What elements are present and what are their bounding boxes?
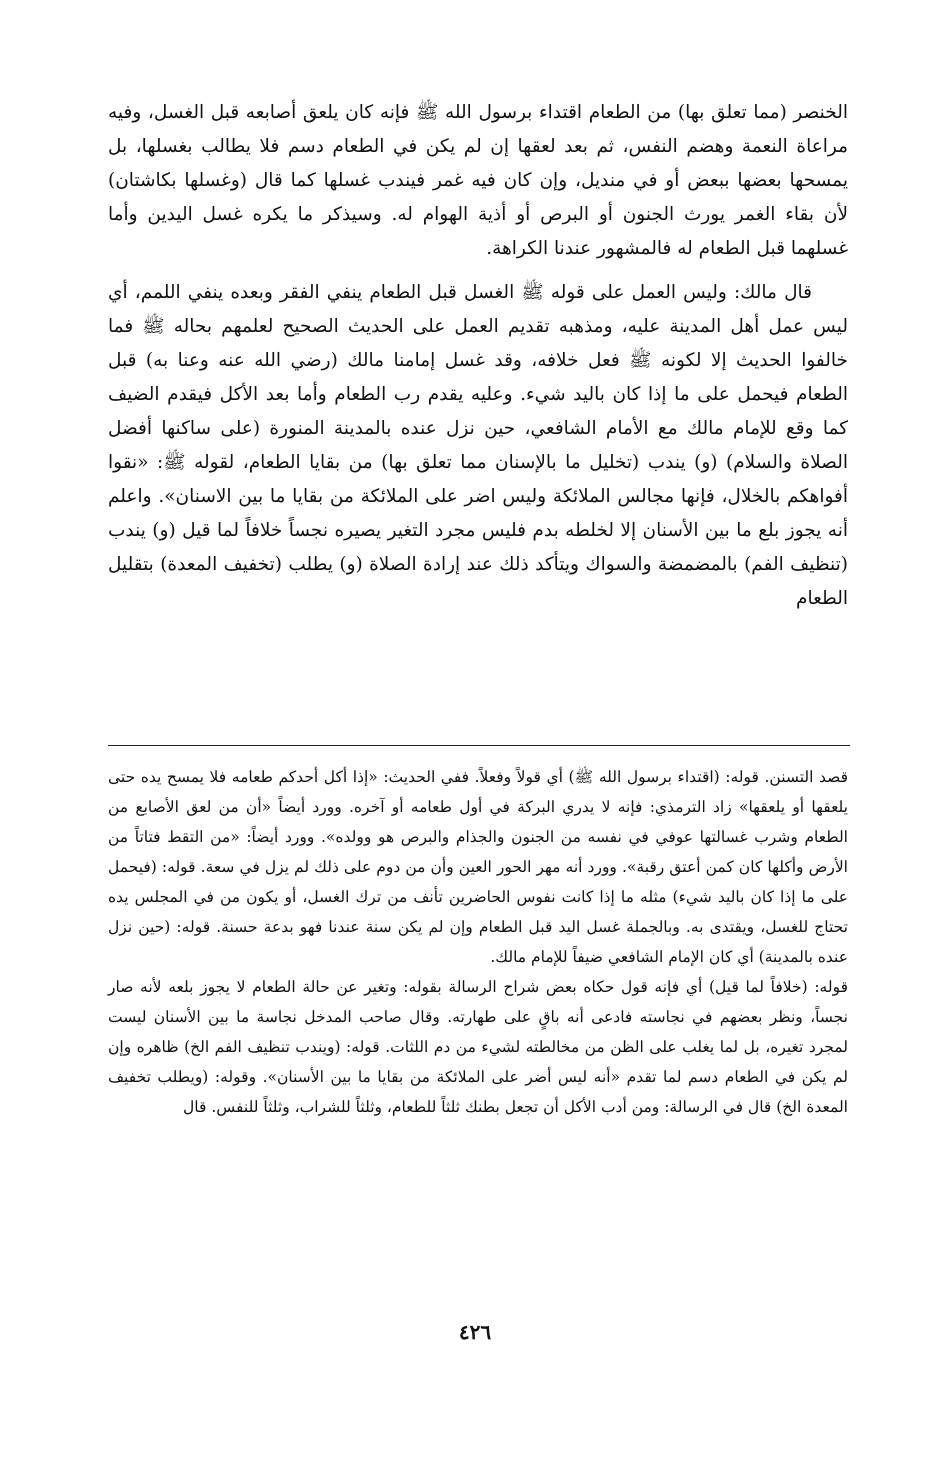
footnote-paragraph: قوله: (خلافاً لما قيل) أي فإنه قول حكاه بعض شراح الرسالة بقوله: وتغير عن حالة الطعام لا يجوز بلعه لأنه صار نجساً، ونظر بعضهم في نجاسته فادعى أنه باقٍ على طهارته. وقال صاحب المدخل نجاسة ما بين الأسنان ليست لمجرد تغيره، بل لما يغلب على الظن من مخالطته لشيء من دم اللثات. قوله: (ويندب تنظيف الفم الخ) ظاهره وإن لم يكن في الطعام دسم لما تقدم «أنه ليس أضر على الملائكة من بقايا ما بين الأسنان». وقوله: (ويطلب تخفيف المعدة الخ) قال في الرسالة: ومن أدب الأكل أن تجعل بطنك ثلثاً للطعام، وثلثاً للشراب، وثلثاً للنفس. قال xyxy=(108,978,848,1116)
footnotes-body xyxy=(108,762,848,1122)
footnote-divider xyxy=(108,745,850,746)
footnote-paragraph: قصد التسنن. قوله: (اقتداء برسول الله ﷺ) أي قولاً وفعلاً. ففي الحديث: «إذا أكل أحدكم طعامه فلا يمسح يده حتى يلعقها أو يلعقها» زاد الترمذي: فإنه لا يدري البركة في أول طعامه أو آخره. وورد أيضاً «أن من لعق الأصابع من الطعام وشرب غسالتها عوفي في نفسه من الجنون والجذام والبرص هو وولده». وورد أيضاً: «من التقط فتاتاً من الأرض وأكلها كان كمن أعتق رقبة». وورد أنه مهر الحور العين وأن من دوم على ذلك لم يزل في سعة. قوله: (فيحمل على ما إذا كان باليد شيء) مثله ما إذا كانت نفوس الحاضرين تأنف من ترك الغسل، أو يكون من في المجلس يده تحتاج للغسل، ويقتدى به. وبالجملة غسل اليد قبل الطعام وإن لم يكن سنة عندنا فهو بدعة حسنة. قوله: (حين نزل عنده بالمدينة) أي كان الإمام الشافعي ضيفاً للإمام مالك. xyxy=(108,768,848,966)
page-number: ٤٢٦ xyxy=(458,1320,492,1344)
main-paragraph: قال مالك: وليس العمل على قوله ﷺ الغسل قبل الطعام ينفي الفقر وبعده ينفي اللمم، أي ليس عمل أهل المدينة عليه، ومذهبه تقديم العمل على الحديث الصحيح لعلمهم بحاله ﷺ فما خالفوا الحديث إلا لكونه ﷺ فعل خلافه، وقد غسل إمامنا مالك (رضي الله عنه وعنا به) قبل الطعام فيحمل على ما إذا كان باليد شيء. وعليه يقدم رب الطعام وأما بعد الأكل فيقدم الضيف كما وقع للإمام مالك مع الأمام الشافعي، حين نزل عنده بالمدينة المنورة (على ساكنها أفضل الصلاة والسلام) (و) يندب (تخليل ما بالإسنان مما تعلق بها) من بقايا الطعام، لقوله ﷺ: «نقوا أفواهكم بالخلال، فإنها مجالس الملائكة وليس اضر على الملائكة من بقايا ما بين الاسنان». واعلم أنه يجوز بلع ما بين الأسنان إلا لخلطه بدم فليس مجرد التغير يصيره نجساً خلافاً لما قيل (و) يندب (تنظيف الفم) بالمضمضة والسواك ويتأكد ذلك عند إرادة الصلاة (و) يطلب (تخفيف المعدة) بتقليل الطعام xyxy=(108,282,848,609)
main-text-body xyxy=(108,96,848,616)
main-paragraph: الخنصر (مما تعلق بها) من الطعام اقتداء برسول الله ﷺ فإنه كان يلعق أصابعه قبل الغسل، وفيه مراعاة النعمة وهضم النفس، ثم بعد لعقها إن لم يكن في الطعام دسم فلا يطالب بغسلها، بل يمسحها بعضها ببعض أو في منديل، وإن كان فيه غمر فيندب غسلها كما قال (وغسلها بكاشتان) لأن بقاء الغمر يورث الجنون أو البرص أو أذية الهوام له. وسيذكر ما يكره غسل اليدين وأما غسلهما قبل الطعام له فالمشهور عندنا الكراهة. xyxy=(108,102,848,259)
